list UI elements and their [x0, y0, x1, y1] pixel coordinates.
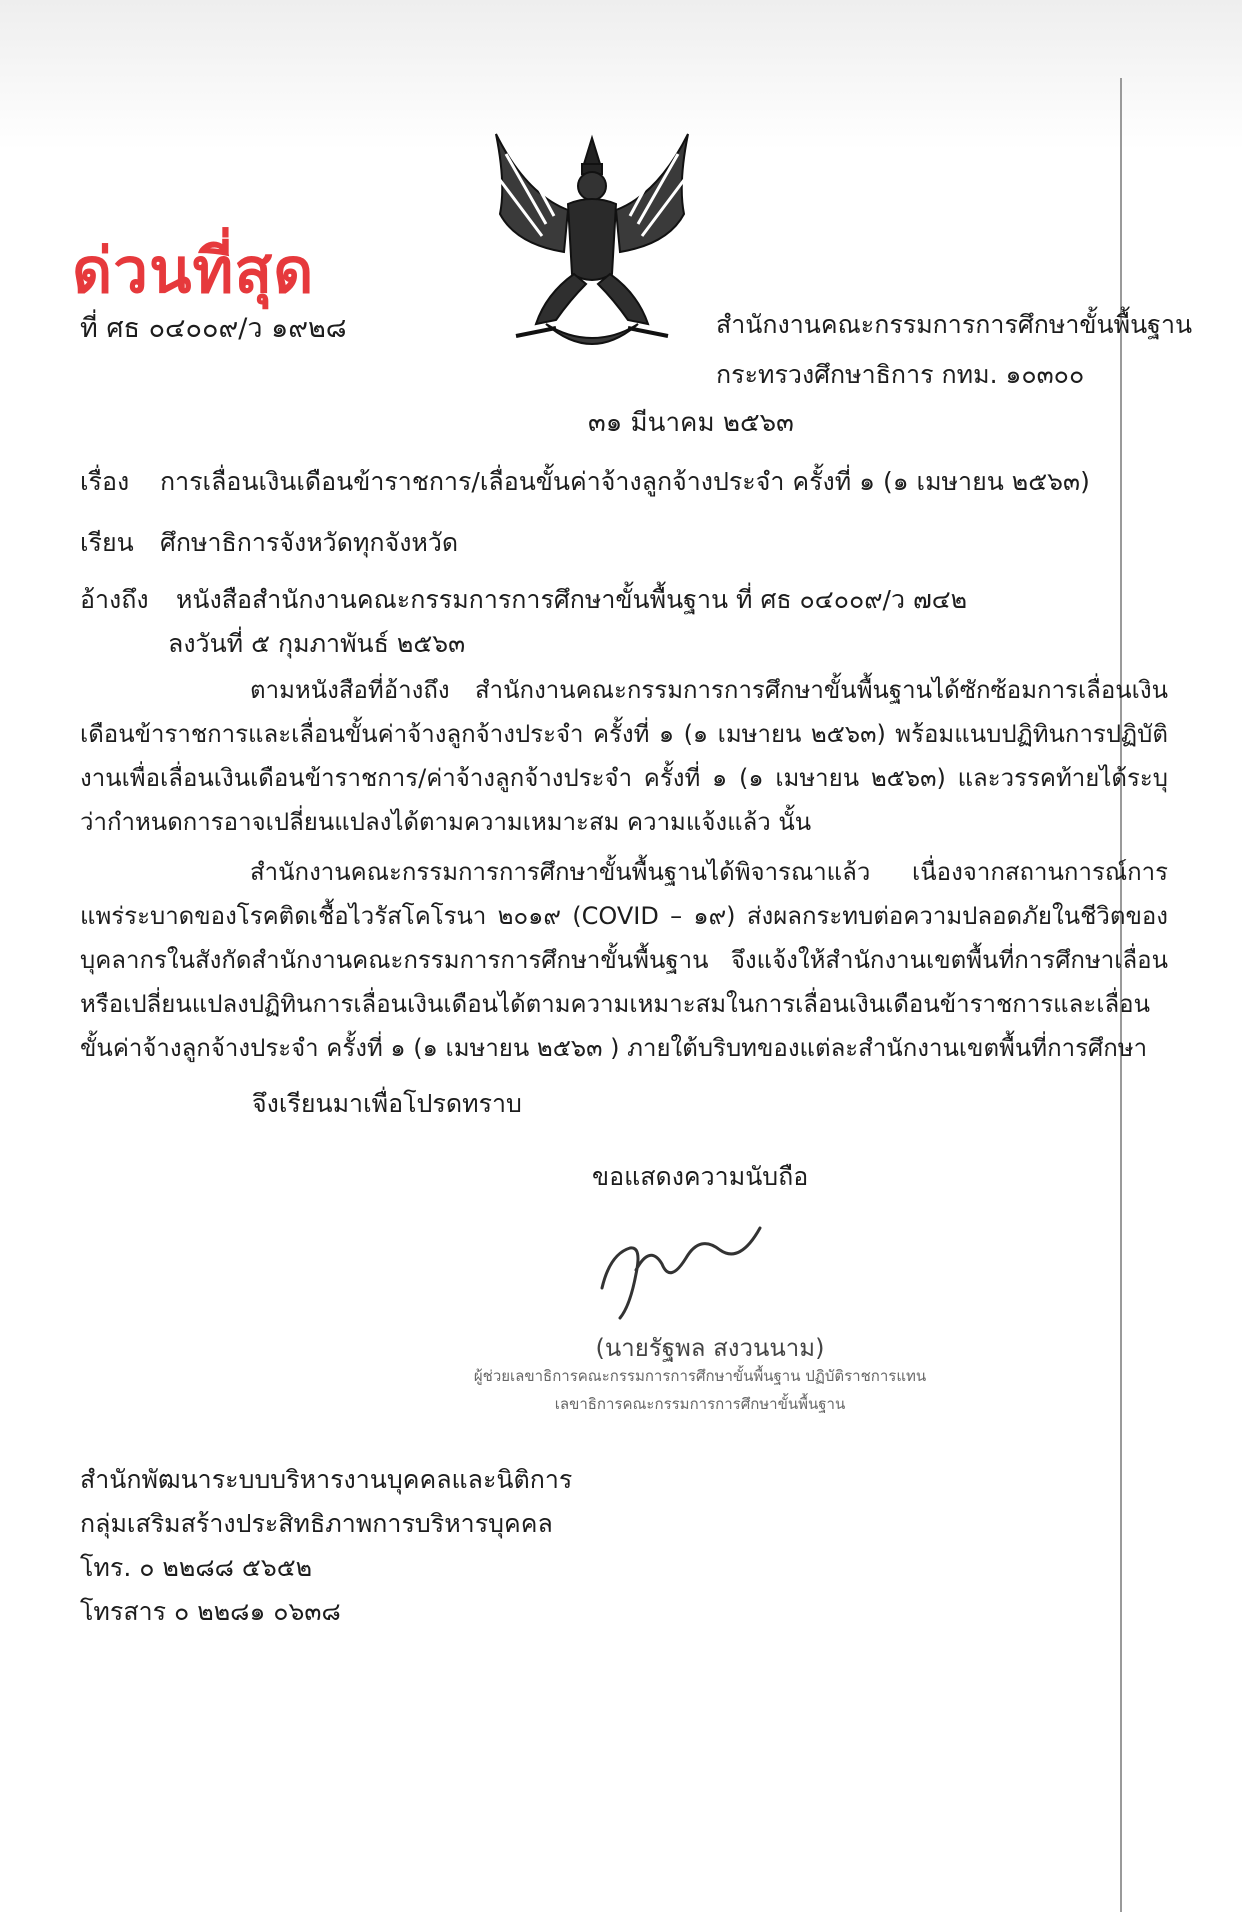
contact-block: [80, 1458, 572, 1634]
office-address: [716, 300, 1192, 400]
subject-value: การเลื่อนเงินเดือนข้าราชการ/เลื่อนขั้นค่าจ้างลูกจ้างประจำ ครั้งที่ ๑ (๑ เมษายน ๒๕๖๓): [159, 467, 1090, 496]
urgency-stamp: ด่วนที่สุด: [72, 234, 315, 307]
reference-label: อ้างถึง: [80, 585, 149, 614]
contact-department: สำนักพัฒนาระบบบริหารงานบุคคลและนิติการ: [80, 1465, 573, 1494]
recipient-line: [80, 523, 458, 563]
signer-name: (นายรัฐพล สงวนนาม): [595, 1334, 825, 1362]
office-name: สำนักงานคณะกรรมการการศึกษาขั้นพื้นฐาน: [716, 310, 1193, 339]
office-location: กระทรวงศึกษาธิการ กทม. ๑๐๓๐๐: [716, 360, 1085, 389]
subject-line: [80, 462, 1090, 502]
contact-group: กลุ่มเสริมสร้างประสิทธิภาพการบริหารบุคคล: [80, 1509, 553, 1538]
body-paragraph-1: ตามหนังสือที่อ้างถึง สำนักงานคณะกรรมการการศึกษาขั้นพื้นฐานได้ซักซ้อมการเลื่อนเงินเดือนข้าราชการและเลื่อนขั้นค่าจ้างลูกจ้างประจำ ครั้งที่ ๑ (๑ เมษายน ๒๕๖๓) พร้อมแนบปฏิทินการปฏิบัติงานเพื่อเลื่อนเงินเดือนข้าราชการ/ค่าจ้างลูกจ้างประจำ ครั้งที่ ๑ (๑ เมษายน ๒๕๖๓) และวรรคท้ายได้ระบุว่ากำหนดการอาจเปลี่ยนแปลงได้ตามความเหมาะสม ความแจ้งแล้ว นั้น: [80, 676, 1168, 836]
contact-fax: โทรสาร ๐ ๒๒๘๑ ๐๖๓๘: [80, 1597, 341, 1626]
contact-telephone: โทร. ๐ ๒๒๘๘ ๕๖๕๒: [80, 1553, 313, 1582]
letter-date: ๓๑ มีนาคม ๒๕๖๓: [588, 408, 794, 438]
handwritten-signature-icon: [590, 1214, 790, 1324]
signer-position: ผู้ช่วยเลขาธิการคณะกรรมการการศึกษาขั้นพื้นฐาน ปฏิบัติราชการแทน: [473, 1367, 927, 1385]
recipient-label: เรียน: [80, 528, 134, 557]
recipient-value: ศึกษาธิการจังหวัดทุกจังหวัด: [159, 528, 459, 557]
garuda-emblem-icon: [486, 124, 698, 356]
reference-line: [80, 580, 967, 620]
reference-value: หนังสือสำนักงานคณะกรรมการการศึกษาขั้นพื้นฐาน ที่ ศธ ๐๔๐๐๙/ว ๗๔๒: [175, 585, 968, 614]
document-number: ที่ ศธ ๐๔๐๐๙/ว ๑๙๒๘: [80, 313, 347, 344]
signer-position-2: เลขาธิการคณะกรรมการการศึกษาขั้นพื้นฐาน: [554, 1395, 846, 1413]
subject-label: เรื่อง: [80, 467, 130, 496]
reference-date: ลงวันที่ ๕ กุมภาพันธ์ ๒๕๖๓: [168, 629, 466, 658]
regards: ขอแสดงความนับถือ: [592, 1162, 809, 1191]
closing-line: จึงเรียนมาเพื่อโปรดทราบ: [252, 1089, 522, 1118]
body-paragraph-2: สำนักงานคณะกรรมการการศึกษาขั้นพื้นฐานได้พิจารณาแล้ว เนื่องจากสถานการณ์การแพร่ระบาดของโรคติดเชื้อไวรัสโคโรนา ๒๐๑๙ (COVID – ๑๙) ส่งผลกระทบต่อความปลอดภัยในชีวิตของบุคลากรในสังกัดสำนักงานคณะกรรมการการศึกษาขั้นพื้นฐาน จึงแจ้งให้สำนักงานเขตพื้นที่การศึกษาเลื่อนหรือเปลี่ยนแปลงปฏิทินการเลื่อนเงินเดือนได้ตามความเหมาะสมในการเลื่อนเงินเดือนข้าราชการและเลื่อนขั้นค่าจ้างลูกจ้างประจำ ครั้งที่ ๑ (๑ เมษายน ๒๕๖๓ ) ภายใต้บริบทของแต่ละสำนักงานเขตพื้นที่การศึกษา: [80, 858, 1168, 1062]
